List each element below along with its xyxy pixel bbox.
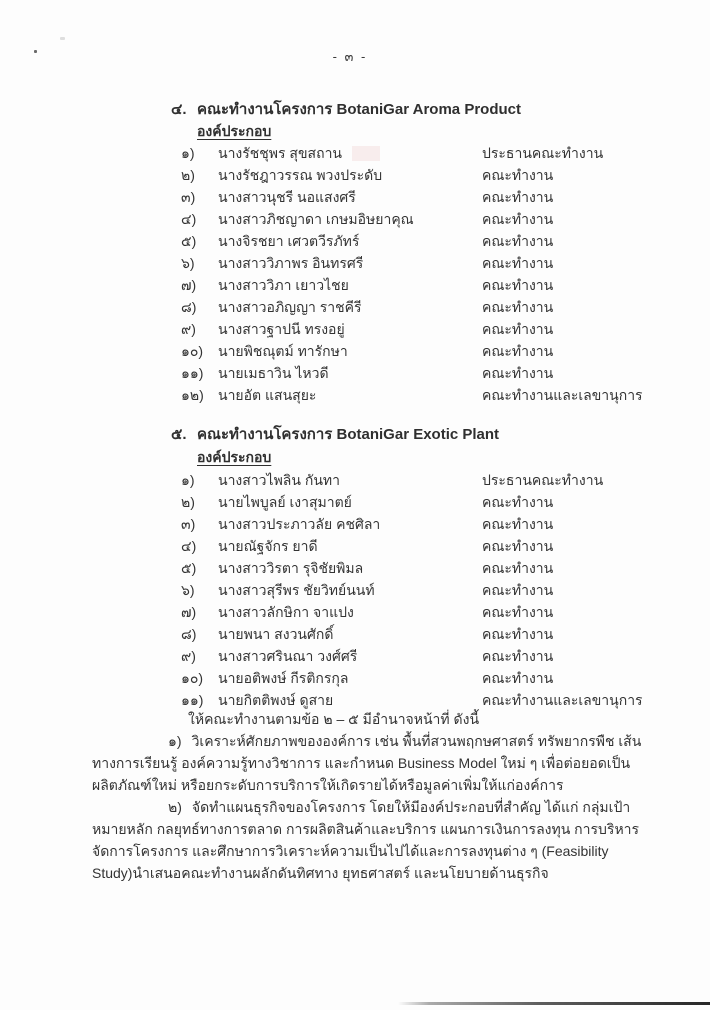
member-number: ๓) — [181, 189, 196, 205]
member-name — [218, 645, 482, 667]
member-role: คณะทำงาน — [482, 299, 554, 315]
member-role: คณะทำงาน — [482, 626, 554, 642]
member-name-text: นางสาวอภิญญา ราชคีรี — [218, 299, 362, 315]
member-number: ๑๑) — [181, 692, 204, 708]
member-name-text: นางจิรชยา เศวตวีรภัทร์ — [218, 233, 360, 249]
member-name-text: นางสาววิรตา รุจิชัยพิมล — [218, 560, 364, 576]
member-number: ๑๒) — [181, 387, 204, 403]
member-name — [218, 252, 482, 274]
member-name-text: นางสาววิภาพร อินทรศรี — [218, 255, 364, 271]
member-name — [218, 384, 482, 406]
member-number: ๔) — [181, 538, 197, 554]
member-role: คณะทำงาน — [482, 365, 554, 381]
member-row — [181, 535, 701, 557]
member-number: ๑) — [181, 472, 195, 488]
member-name-text: นางสาวไพลิน กันทา — [218, 472, 340, 488]
member-name — [218, 186, 482, 208]
member-number: ๘) — [181, 626, 197, 642]
member-row — [181, 340, 701, 362]
member-role: คณะทำงาน — [482, 343, 554, 359]
member-number: ๔) — [181, 211, 197, 227]
member-number: ๖) — [181, 255, 195, 271]
member-name-text: นางรัชชุพร สุขสถาน — [218, 145, 342, 161]
member-number: ๕) — [181, 560, 197, 576]
member-number: ๗) — [181, 604, 197, 620]
member-name — [218, 340, 482, 362]
member-name — [218, 601, 482, 623]
member-row — [181, 557, 701, 579]
member-number: ๙) — [181, 321, 196, 337]
member-row — [181, 318, 701, 340]
duty-item-2 — [92, 796, 652, 884]
member-number: ๑๐) — [181, 670, 204, 686]
member-name-text: นายไพบูลย์ เงาสุมาตย์ — [218, 494, 352, 510]
member-number: ๖) — [181, 582, 195, 598]
page-number: - ๓ - — [332, 49, 368, 64]
member-role: คณะทำงาน — [482, 321, 554, 337]
member-name — [218, 535, 482, 557]
member-role: คณะทำงาน — [482, 233, 554, 249]
scan-speck — [60, 37, 65, 40]
member-row — [181, 208, 701, 230]
member-row — [181, 274, 701, 296]
member-number: ๒) — [181, 167, 195, 183]
member-name — [218, 667, 482, 689]
member-name-text: นางสาวศรินณา วงศ์ศรี — [218, 648, 358, 664]
duty-2-number: ๒) — [168, 799, 182, 815]
member-name — [218, 164, 482, 186]
member-name-text: นางสาวประภาวลัย คชศิลา — [218, 516, 381, 532]
member-number: ๗) — [181, 277, 197, 293]
member-name — [218, 491, 482, 513]
member-number: ๑๐) — [181, 343, 204, 359]
member-role: คณะทำงาน — [482, 670, 554, 686]
member-role: คณะทำงาน — [482, 189, 554, 205]
duty-1-text: วิเคราะห์ศักยภาพขององค์การ เช่น พื้นที่สวนพฤกษศาสตร์ ทรัพยากรพืช เส้นทางการเรียนรู้ องค์ความรู้ทางวิชาการ และกำหนด Business Model ใหม่ ๆ เพื่อต่อยอดเป็นผลิตภัณฑ์ใหม่ หรือยกระดับการบริการให้เกิดรายได้หรือมูลค่าเพิ่มให้แก่องค์การ — [92, 733, 642, 793]
redaction-mark — [352, 146, 380, 161]
member-name — [218, 513, 482, 535]
member-name — [218, 557, 482, 579]
member-row — [181, 579, 701, 601]
member-name-text: นายอติพงษ์ กีรติกรกุล — [218, 670, 349, 686]
member-row — [181, 230, 701, 252]
member-row — [181, 186, 701, 208]
member-number: ๙) — [181, 648, 196, 664]
member-role: คณะทำงาน — [482, 211, 554, 227]
member-number: ๑) — [181, 145, 195, 161]
member-role: ประธานคณะทำงาน — [482, 472, 604, 488]
member-role: คณะทำงาน — [482, 277, 554, 293]
member-row — [181, 252, 701, 274]
member-role: คณะทำงาน — [482, 538, 554, 554]
member-name-text: นางสาวนุชรี นอแสงศรี — [218, 189, 356, 205]
member-number: ๒) — [181, 494, 195, 510]
member-row — [181, 362, 701, 384]
section4-title: คณะทำงานโครงการ BotaniGar Aroma Product — [197, 101, 521, 118]
section5-number: ๕. — [171, 426, 187, 443]
member-name-text: นายกิตติพงษ์ ดูสาย — [218, 692, 334, 708]
member-role: คณะทำงาน — [482, 582, 554, 598]
member-row — [181, 667, 701, 689]
member-name — [218, 579, 482, 601]
section5-heading — [171, 422, 499, 446]
member-role: คณะทำงานและเลขานุการ — [482, 692, 643, 708]
member-row — [181, 164, 701, 186]
member-row — [181, 142, 701, 164]
duties-intro: ให้คณะทำงานตามข้อ ๒ – ๕ มีอำนาจหน้าที่ ดังนี้ — [188, 711, 480, 727]
duties-block — [92, 708, 652, 884]
section4-heading — [171, 97, 521, 121]
member-role: คณะทำงาน — [482, 494, 554, 510]
member-row — [181, 491, 701, 513]
member-row — [181, 469, 701, 491]
member-name-text: นางสาวฐาปนี ทรงอยู่ — [218, 321, 345, 337]
member-role: คณะทำงาน — [482, 648, 554, 664]
member-name-text: นางสาวลักษิกา จาแปง — [218, 604, 354, 620]
member-role: คณะทำงาน — [482, 560, 554, 576]
member-name — [218, 318, 482, 340]
member-role: คณะทำงาน — [482, 255, 554, 271]
member-name-text: นางสาวภิชญาดา เกษมอิษยาคุณ — [218, 211, 414, 227]
section4-number: ๔. — [171, 101, 187, 118]
member-row — [181, 645, 701, 667]
member-row — [181, 601, 701, 623]
section5-member-list — [181, 469, 701, 711]
member-name — [218, 623, 482, 645]
member-name — [218, 142, 482, 164]
member-role: ประธานคณะทำงาน — [482, 145, 604, 161]
member-name — [218, 274, 482, 296]
member-name — [218, 208, 482, 230]
section5-title: คณะทำงานโครงการ BotaniGar Exotic Plant — [197, 426, 500, 443]
member-name — [218, 230, 482, 252]
member-name-text: นายณัฐจักร ยาดี — [218, 538, 318, 554]
section4-member-list — [181, 142, 701, 406]
member-role: คณะทำงาน — [482, 604, 554, 620]
member-name-text: นายพิชณุตม์ ทารักษา — [218, 343, 348, 359]
duty-2-text: จัดทำแผนธุรกิจของโครงการ โดยให้มีองค์ประกอบที่สำคัญ ได้แก่ กลุ่มเป้าหมายหลัก กลยุทธ์ทางการตลาด การผลิตสินค้าและบริการ แผนการเงินการลงทุน การบริหารจัดการโครงการ และศึกษาการวิเคราะห์ความเป็นไปได้และการลงทุนต่าง ๆ (Feasibility Study)นำเสนอคณะทำงานผลักดันทิศทาง ยุทธศาสตร์ และนโยบายด้านธุรกิจ — [92, 799, 640, 881]
duty-1-number: ๑) — [168, 733, 182, 749]
member-name — [218, 296, 482, 318]
member-role: คณะทำงานและเลขานุการ — [482, 387, 643, 403]
member-role: คณะทำงาน — [482, 516, 554, 532]
member-name-text: นางรัชฎาวรรณ พวงประดับ — [218, 167, 383, 183]
member-number: ๑๑) — [181, 365, 204, 381]
member-role: คณะทำงาน — [482, 167, 554, 183]
member-row — [181, 513, 701, 535]
member-number: ๕) — [181, 233, 197, 249]
member-name-text: นายพนา สงวนศักดิ์ — [218, 626, 334, 642]
scan-edge-artifact — [398, 1002, 710, 1005]
member-row — [181, 296, 701, 318]
section4-subheading: องค์ประกอบ — [197, 123, 272, 139]
member-number: ๓) — [181, 516, 196, 532]
member-number: ๘) — [181, 299, 197, 315]
duty-item-1 — [92, 730, 652, 796]
member-name — [218, 469, 482, 491]
member-name-text: นายเมธาวิน ไหวดี — [218, 365, 329, 381]
member-row — [181, 384, 701, 406]
member-name-text: นายอัต แสนสุยะ — [218, 387, 317, 403]
member-name-text: นางสาวสุรีพร ชัยวิทย์นนท์ — [218, 582, 375, 598]
member-name — [218, 362, 482, 384]
member-row — [181, 623, 701, 645]
section5-subheading: องค์ประกอบ — [197, 449, 272, 465]
member-name-text: นางสาววิภา เยาวไชย — [218, 277, 349, 293]
